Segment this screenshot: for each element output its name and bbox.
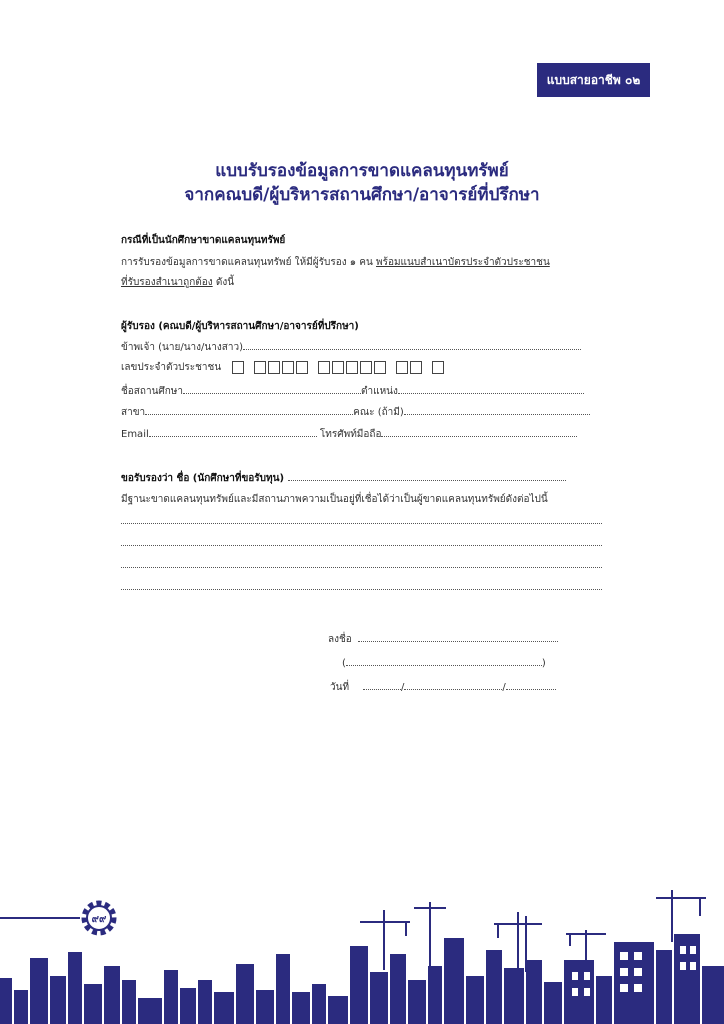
certify-statement: มีฐานะขาดแคลนทุนทรัพย์และมีสถานภาพความเป็นอยู่ที่เชื่อได้ว่าเป็นผู้ขาดแคลนทุนทรัพย์ดังต่อไปนี้ xyxy=(121,494,548,505)
printed-name-row xyxy=(342,656,546,669)
date-label: วันที่ xyxy=(330,682,350,693)
crane-icon xyxy=(360,890,706,972)
form-type-badge: แบบสายอาชีพ ๐๒ xyxy=(537,63,650,97)
buildings xyxy=(0,934,724,1024)
faculty-label: คณะ (ถ้ามี) xyxy=(353,407,404,418)
name-field[interactable] xyxy=(243,340,581,350)
form-title-line1: แบบรับรองข้อมูลการขาดแคลนทุนทรัพย์ xyxy=(215,161,509,181)
date-row xyxy=(330,680,556,695)
institution-label: ชื่อสถานศึกษา xyxy=(121,386,184,397)
contact-field-row xyxy=(121,427,577,442)
form-title-line2: จากคณบดี/ผู้บริหารสถานศึกษา/อาจารย์ที่ปรึกษา xyxy=(184,185,540,205)
intro-underlined-text: พร้อมแนบสำเนาบัตรประจำตัวประชาชน xyxy=(376,257,550,268)
paren-open: ( xyxy=(342,658,346,669)
detail-line-4[interactable] xyxy=(121,589,602,590)
id-number-boxes[interactable] xyxy=(232,361,450,374)
id-field-row xyxy=(121,360,450,375)
phone-label: โทรศัพท์มือถือ xyxy=(316,429,382,440)
branch-field[interactable] xyxy=(145,405,353,415)
institution-field-row xyxy=(121,384,584,399)
name-label: ข้าพเจ้า (นาย/นาง/นางสาว) xyxy=(121,342,243,353)
detail-line-1[interactable] xyxy=(121,523,602,524)
intro-underlined-text-2: ที่รับรองสำเนาถูกต้อง xyxy=(121,277,213,288)
date-month-field[interactable] xyxy=(404,680,502,690)
detail-line-2[interactable] xyxy=(121,545,602,546)
intro-line1 xyxy=(121,255,550,270)
date-day-field[interactable] xyxy=(363,680,401,690)
printed-name-field[interactable] xyxy=(346,656,542,666)
certifier-heading: ผู้รับรอง (คณบดี/ผู้บริหารสถานศึกษา/อาจารย์ที่ปรึกษา) xyxy=(121,321,359,332)
position-field[interactable] xyxy=(398,384,584,394)
phone-field[interactable] xyxy=(381,427,577,437)
date-slash-1: / xyxy=(401,682,405,693)
city-skyline-decoration xyxy=(0,880,724,1024)
intro-text: การรับรองข้อมูลการขาดแคลนทุนทรัพย์ ให้มีผู้รับรอง ๑ คน xyxy=(121,257,376,268)
detail-line-3[interactable] xyxy=(121,567,602,568)
paren-close: ) xyxy=(541,658,546,669)
gear-emblem-text: ๙๙ xyxy=(91,914,107,925)
signature-row xyxy=(328,632,558,647)
intro-text-2: ดังนี้ xyxy=(212,277,235,288)
institution-field[interactable] xyxy=(183,384,361,394)
case-heading: กรณีที่เป็นนักศึกษาขาดแคลนทุนทรัพย์ xyxy=(121,235,286,246)
email-label: Email xyxy=(121,429,149,440)
branch-field-row xyxy=(121,405,590,420)
date-slash-2: / xyxy=(502,682,506,693)
position-label: ตำแหน่ง xyxy=(361,386,398,397)
faculty-field[interactable] xyxy=(404,405,590,415)
sign-label: ลงชื่อ xyxy=(328,634,352,645)
id-label: เลขประจำตัวประชาชน xyxy=(121,362,222,373)
signature-field[interactable] xyxy=(358,632,558,642)
intro-line2 xyxy=(121,275,234,290)
date-year-field[interactable] xyxy=(506,680,556,690)
certify-row xyxy=(121,471,566,486)
student-name-field[interactable] xyxy=(288,471,566,481)
certify-heading: ขอรับรองว่า ชื่อ (นักศึกษาที่ขอรับทุน) xyxy=(121,473,285,484)
name-field-row xyxy=(121,340,581,355)
branch-label: สาขา xyxy=(121,407,146,418)
email-field[interactable] xyxy=(149,427,317,437)
